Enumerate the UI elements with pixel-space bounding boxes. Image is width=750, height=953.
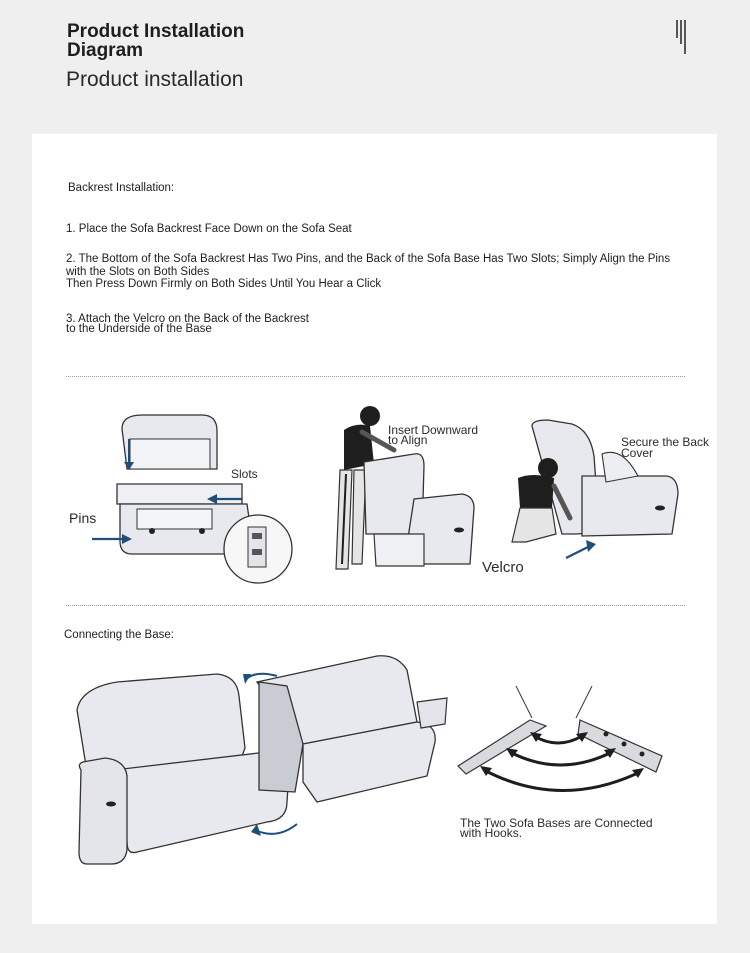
backrest-step-3-line-2: to the Underside of the Base xyxy=(66,323,212,335)
divider xyxy=(66,376,685,377)
backrest-step-2-line-1: 2. The Bottom of the Sofa Backrest Has Two Pins, and the Back of the Sofa Base Has Two Slots; Simply Align the Pins xyxy=(66,253,671,265)
hook-connection-illustration xyxy=(456,686,676,816)
backrest-pins-slots-illustration xyxy=(82,409,302,589)
page-subtitle: Product installation xyxy=(66,68,244,91)
page-title: Product Installation Diagram xyxy=(67,21,245,61)
hooks-caption-line-1: The Two Sofa Bases are Connected xyxy=(460,816,653,830)
divider xyxy=(66,605,685,606)
velcro-label: Velcro xyxy=(482,559,524,576)
backrest-step-2-line-3: Then Press Down Firmly on Both Sides Until You Hear a Click xyxy=(66,278,382,290)
insert-align-label: to Align xyxy=(388,433,428,447)
backrest-step-3-line-1: 3. Attach the Velcro on the Back of the Backrest xyxy=(66,313,309,325)
insert-downward-label: Insert Downward xyxy=(388,423,479,437)
backrest-step-2-line-2: with the Slots on Both Sides xyxy=(66,266,210,278)
backrest-step-1: 1. Place the Sofa Backrest Face Down on the Sofa Seat xyxy=(66,223,352,235)
decorative-bars-icon xyxy=(676,20,686,54)
hooks-caption-line-2: with Hooks. xyxy=(460,826,523,840)
secure-back-cover-label: Secure the Back Cover xyxy=(621,435,710,460)
instruction-card xyxy=(32,134,717,924)
connecting-heading: Connecting the Base: xyxy=(64,629,174,641)
pins-label: Pins xyxy=(69,510,97,526)
backrest-heading: Backrest Installation: xyxy=(68,182,175,194)
connecting-sofas-illustration xyxy=(77,652,447,872)
slots-label: Slots xyxy=(231,467,258,481)
